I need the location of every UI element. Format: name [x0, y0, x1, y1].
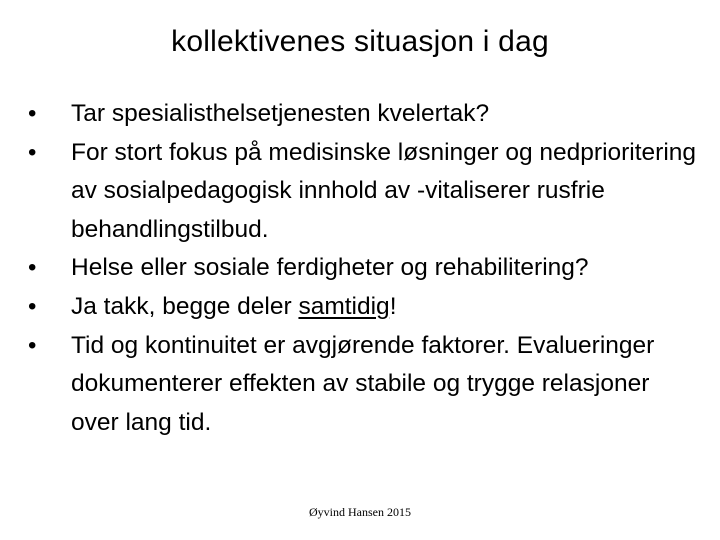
bullet-text: Tid og kontinuitet er avgjørende faktorer. Evalueringer dokumenterer effekten av stabile og trygge relasjoner over lang tid. [71, 331, 655, 436]
slide-title: kollektivenes situasjon i dag [171, 25, 549, 58]
bullet-item [28, 134, 698, 250]
bullet-item [28, 288, 698, 327]
bullet-item [28, 327, 698, 443]
bullet-dot-icon: • [28, 138, 37, 166]
bullet-dot-icon: • [28, 292, 37, 320]
bullet-text: Tar spesialisthelsetjenesten kvelertak? [71, 100, 490, 127]
emphasized-word: samtidig [298, 292, 390, 320]
bullet-dot-icon: • [28, 100, 37, 127]
bullet-text [71, 293, 397, 320]
bullet-list [28, 95, 698, 442]
slide-footer: Øyvind Hansen 2015 [309, 505, 411, 519]
bullet-item [28, 95, 698, 134]
bullet-item [28, 249, 698, 288]
bullet-dot-icon: • [28, 331, 37, 359]
bullet-text: For stort fokus på medisinske løsninger og nedprioritering av sosialpedagogisk innhold av -vitaliserer rusfrie behandlingstilbud. [71, 138, 697, 243]
bullet-text-before: Ja takk, begge deler [71, 292, 299, 320]
bullet-text-after: ! [389, 292, 397, 320]
bullet-dot-icon: • [28, 254, 37, 282]
bullet-text: Helse eller sosiale ferdigheter og rehabilitering? [71, 254, 589, 282]
